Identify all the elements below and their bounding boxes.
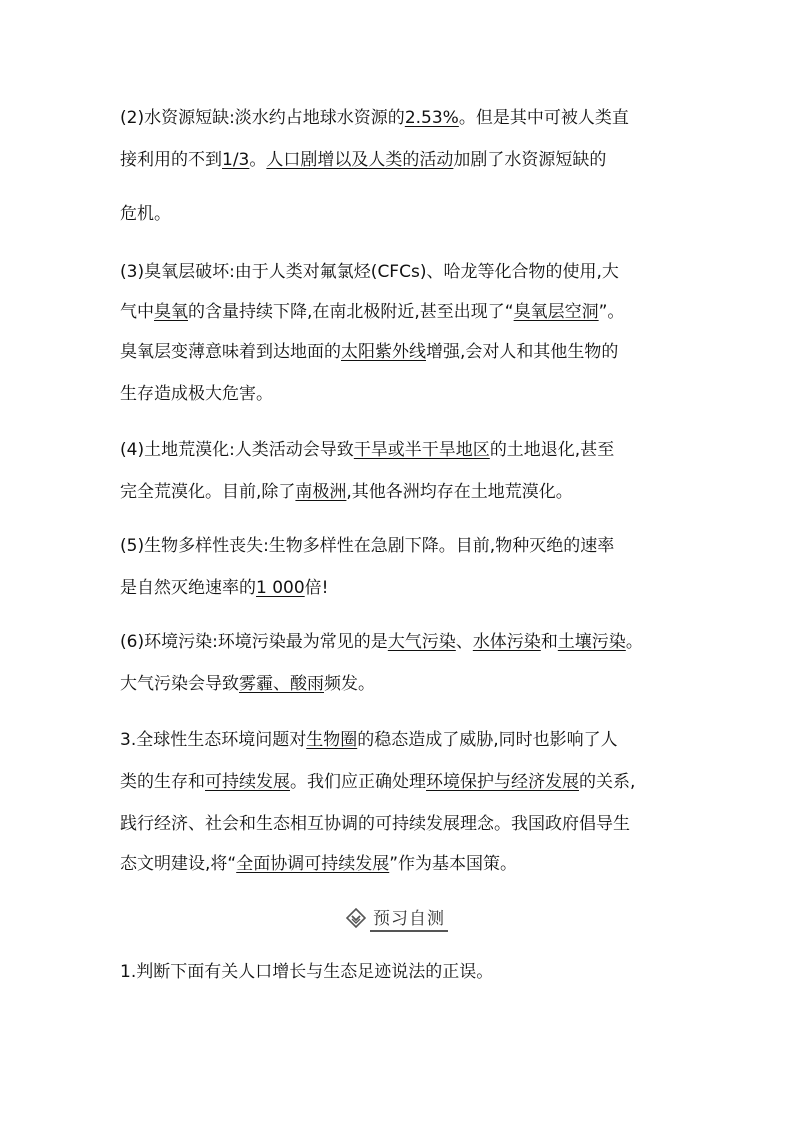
answer-blank: 生物圈: [306, 730, 358, 750]
answer-blank: 臭氧: [154, 302, 188, 322]
answer-blank: 人口剧增以及人类的活动: [266, 150, 454, 170]
answer-blank: 1/3: [222, 150, 250, 170]
answer-blank: 可持续发展: [205, 772, 290, 792]
text-line: (5)生物多样性丧失:生物多样性在急剧下降。目前,物种灭绝的速率: [120, 536, 615, 556]
text-line: 生存造成极大危害。: [120, 384, 273, 404]
text-line: (4)土地荒漠化:人类活动会导致干旱或半干旱地区的土地退化,甚至: [120, 440, 615, 460]
answer-blank: 大气污染: [387, 632, 456, 652]
text-line: 气中臭氧的含量持续下降,在南北极附近,甚至出现了“臭氧层空洞”。: [120, 302, 625, 322]
answer-blank: 、: [273, 674, 290, 694]
text-line: 大气污染会导致雾霾、酸雨频发。: [120, 674, 375, 694]
text-line: 3.全球性生态环境问题对生物圈的稳态造成了威胁,同时也影响了人: [120, 730, 618, 750]
text-line: (6)环境污染:环境污染最为常见的是大气污染、水体污染和土壤污染。: [120, 632, 643, 652]
text-line: 践行经济、社会和生态相互协调的可持续发展理念。我国政府倡导生: [120, 814, 630, 834]
text-line: 接利用的不到1/3。人口剧增以及人类的活动加剧了水资源短缺的: [120, 150, 607, 170]
answer-blank: 土壤污染: [557, 632, 626, 652]
answer-blank: 干旱或半干旱地区: [353, 440, 490, 460]
text-line: 是自然灭绝速率的1 000倍!: [120, 578, 329, 598]
section-heading-preview-test: [346, 905, 448, 931]
answer-blank: 1 000: [256, 578, 305, 598]
section-label: 预习自测: [370, 904, 448, 932]
text-line: (2)水资源短缺:淡水约占地球水资源的2.53%。但是其中可被人类直: [120, 108, 629, 128]
text-line: 类的生存和可持续发展。我们应正确处理环境保护与经济发展的关系,: [120, 772, 636, 792]
answer-blank: 环境保护与经济发展: [426, 772, 579, 792]
answer-blank: 太阳紫外线: [341, 342, 426, 362]
text-line: 完全荒漠化。目前,除了南极洲,其他各洲均存在土地荒漠化。: [120, 482, 573, 502]
answer-blank: 2.53%: [404, 108, 459, 128]
text-line: (3)臭氧层破坏:由于人类对氟氯烃(CFCs)、哈龙等化合物的使用,大: [120, 262, 619, 282]
text-line: 态文明建设,将“全面协调可持续发展”作为基本国策。: [120, 854, 518, 874]
answer-blank: 酸雨: [290, 674, 324, 694]
diamond-arrow-icon: [346, 908, 366, 928]
answer-blank: 全面协调可持续发展: [236, 854, 390, 874]
answer-blank: 水体污染: [472, 632, 541, 652]
answer-blank: 雾霾: [239, 674, 273, 694]
text-line: 臭氧层变薄意味着到达地面的太阳紫外线增强,会对人和其他生物的: [120, 342, 619, 362]
text-line: 危机。: [120, 204, 171, 224]
answer-blank: 南极洲: [295, 482, 347, 502]
question-text: 1.判断下面有关人口增长与生态足迹说法的正误。: [120, 962, 494, 982]
answer-blank: 臭氧层空洞: [513, 302, 599, 322]
